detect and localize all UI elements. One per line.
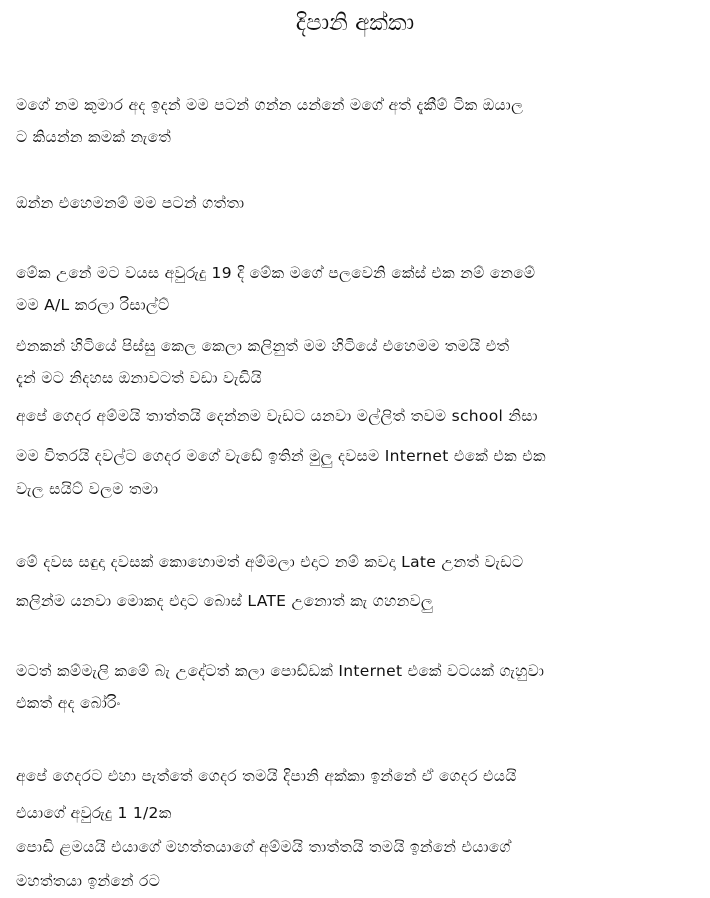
text-line: පොඩි ළමයයි එයාගේ මහත්තයාගේ අම්මයි තාත්තයි තමයි ඉන්නේ එයාගේ: [16, 838, 511, 856]
text-line: මේ දවස සඳුදා දවසක් කොහොමත් අම්මලා එදාට නම් කවදා Late උනත් වැඩට: [16, 553, 524, 571]
text-line: එකත් අද බෝරිං: [16, 694, 121, 712]
text-line: ට කියන්න කමක් නැතේ: [16, 128, 172, 146]
text-line: එනකන් හිටියේ පිස්සු කෙල කෙලා කලිනුත් මම හිටියේ එහෙමම තමයි එත්: [16, 337, 510, 355]
story-title: දිපානි අක්කා: [295, 10, 415, 36]
text-line: දැන් මට නිදහස ඔනාවටත් වඩා වැඩියි: [16, 369, 262, 387]
text-line: කලින්ම යනවා මොකද එදාට බොස් LATE උනොත් කැ ගහනවලු: [16, 592, 434, 610]
text-line: මම විතරයි දවල්ට ගෙදර මගේ වැඩේ ඉතින් මුලු දවසම Internet එකේ එක එක: [16, 447, 546, 465]
text-line: වැල සයිට් වලම තමා: [16, 480, 159, 498]
text-line: මගේ නම කුමාර අද ඉදන් මම පටන් ගන්න යන්නේ මගේ අත් දැකීම් ටික ඔයාල: [16, 96, 524, 114]
text-line: මහත්තයා ඉන්නේ රට: [16, 872, 161, 890]
text-line: අපේ ගෙදර අම්මයි තාත්තයි දෙන්නම වැඩට යනවා මල්ලිත් තවම school නිසා: [16, 407, 538, 425]
text-line: මේක උනේ මට වයස අවුරුදු 19 දි මේක මගේ පලවෙනි කේස් එක නම් නෙමේ: [16, 264, 536, 282]
text-line: එයාගේ අවුරුදු 1 1/2ක: [16, 804, 172, 822]
text-line: මම A/L කරලා රිසාල්ට්: [16, 296, 170, 314]
text-line: මටත් කම්මැලි කමේ බැ උදේටත් කලා පොඩ්ඩක් Internet එකේ වටයක් ගැහුවා: [16, 662, 545, 680]
text-line: අපේ ගෙදරට එහා පැත්තේ ගෙදර තමයි දිපානි අක්කා ඉන්නේ ඒ ගෙදර එයයි: [16, 767, 517, 785]
text-line: ඔන්න එහෙමනම් මම පටන් ගත්තා: [16, 194, 245, 212]
